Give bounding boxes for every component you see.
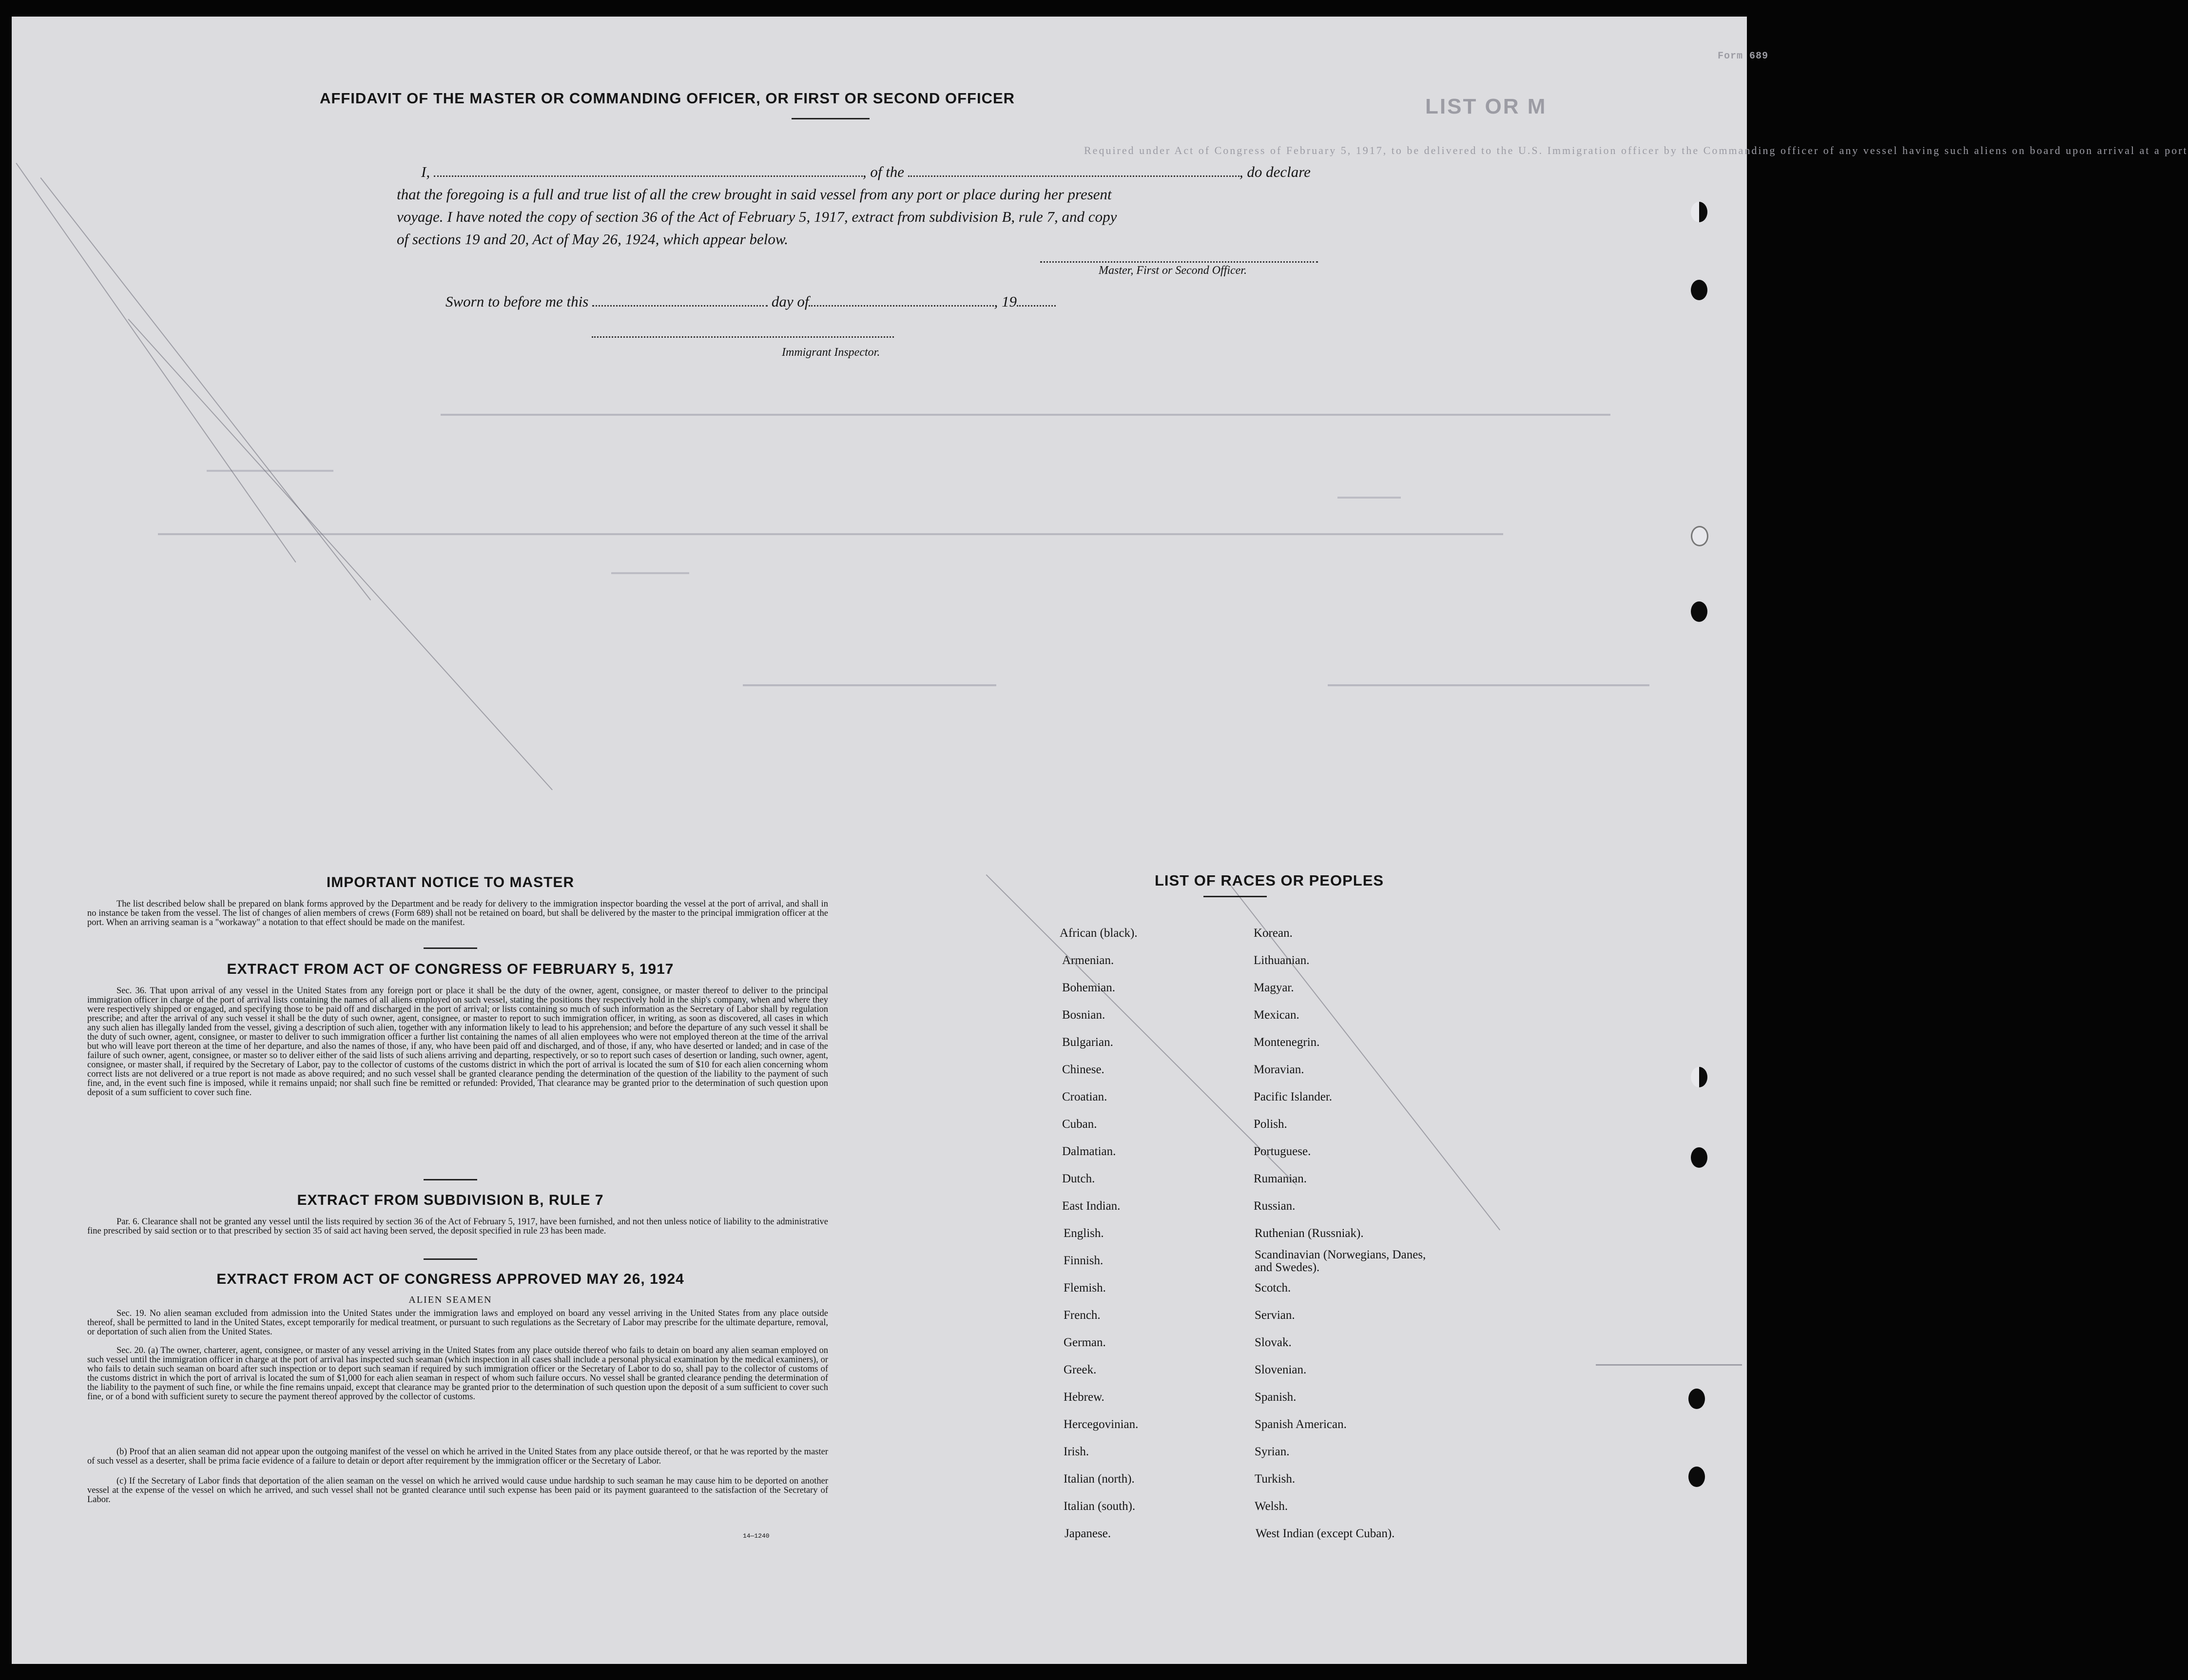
race-item: West Indian (except Cuban). [1256, 1527, 1395, 1540]
declaration-line-2: that the foregoing is a full and true list of all the crew brought in said vessel from any port or place during her present [397, 186, 1112, 203]
sec20c-text: (c) If the Secretary of Labor finds that deportation of the alien seaman on the vessel on which he arrived would cause undue hardship to such seaman he may cause him to be deported on another vessel at the expense of the vessel on which he arrived, and such vessel shall not be granted clearance until such expense has been paid or its payment guaranteed to the satisfaction of the Secretary of Labor. [87, 1476, 828, 1505]
sworn-line [445, 290, 1056, 313]
race-item: Scandinavian (Norwegians, Danes, and Swedes). [1255, 1248, 1426, 1274]
document-page [12, 17, 2188, 1664]
race-item: English. [1064, 1227, 1104, 1240]
inspector-signature-line[interactable] [592, 335, 894, 338]
i-label: I, [421, 163, 430, 180]
rule7-text: Par. 6. Clearance shall not be granted any vessel until the lists required by section 36 of the Act of February 5, 1917, have been furnished, and not then unless notice of liability to the administrative fine prescribed by said section or to that prescribed by section 35 of said act having been served, the deposit specified in rule 23 has been made. [87, 1217, 828, 1236]
race-item: Chinese. [1062, 1063, 1104, 1076]
race-item: German. [1064, 1336, 1106, 1349]
race-item: Italian (north). [1064, 1472, 1135, 1486]
race-item: Polish. [1254, 1118, 1287, 1131]
day-of-label: day of [771, 293, 809, 310]
sworn-month-field[interactable] [809, 293, 994, 307]
officer-name-field[interactable] [434, 164, 863, 177]
sec20b-text: (b) Proof that an alien seaman did not appear upon the outgoing manifest of the vessel on which he arrived in the United States from any place outside thereof, or that he was reported by the master of such vessel as a deserter, shall be prima facie evidence of a failure to detain or deport after requirement by the immigration officer or the Secretary of Labor. [87, 1447, 828, 1466]
rule7-heading: EXTRACT FROM SUBDIVISION B, RULE 7 [297, 1192, 604, 1208]
year-prefix-label: , 19 [994, 293, 1017, 310]
do-declare-label: , do declare [1239, 163, 1311, 180]
race-item: Rumanian. [1254, 1172, 1307, 1185]
notice-text: The list described below shall be prepared on blank forms approved by the Department and be ready for delivery to the immigration inspector boarding the vessel at the port of arrival, and shall in no instance be taken from the vessel. The list of changes of alien members of crews (Form 689) shall not be retained on board, but shall be delivered by the master to the principal immigration officer at the port. When an arriving seaman is a "workaway" a notation to that effect should be made on the manifest. [87, 899, 828, 927]
race-item: Portuguese. [1254, 1145, 1311, 1158]
declaration-line-4: of sections 19 and 20, Act of May 26, 1924, which appear below. [397, 231, 789, 248]
extract-1924-heading: EXTRACT FROM ACT OF CONGRESS APPROVED MAY 26, 1924 [216, 1271, 684, 1287]
race-item: Bosnian. [1062, 1008, 1105, 1022]
race-item: Pacific Islander. [1254, 1090, 1333, 1103]
race-item: Mexican. [1254, 1008, 1299, 1022]
race-item: Scotch. [1255, 1281, 1291, 1294]
sworn-day-field[interactable] [592, 293, 768, 307]
race-item: Croatian. [1062, 1090, 1107, 1103]
race-item: Japanese. [1065, 1527, 1111, 1540]
master-signature-label: Master, First or Second Officer. [1099, 264, 1247, 277]
race-item: Armenian. [1062, 954, 1114, 967]
race-item: Hercegovinian. [1064, 1418, 1139, 1431]
race-item: Flemish. [1064, 1281, 1106, 1294]
race-item: Ruthenian (Russniak). [1255, 1227, 1364, 1240]
title-rule [792, 118, 870, 119]
sec19-text: Sec. 19. No alien seaman excluded from admission into the United States under the immigration laws and employed on board any vessel arriving in the United States from any place outside thereof, shall be permitted to land in the United States, except temporarily for medical treatment, or pursuant to such regulations as the Secretary of Labor may prescribe for the ultimate departure, removal, or deportation of such alien from the United States. [87, 1309, 828, 1337]
race-item: Lithuanian. [1254, 954, 1310, 967]
race-item: Bulgarian. [1062, 1036, 1113, 1049]
race-item: Dalmatian. [1062, 1145, 1116, 1158]
of-the-label: , of the [862, 163, 905, 180]
section-rule [424, 947, 477, 949]
race-item: French. [1064, 1309, 1101, 1322]
section-rule [424, 1179, 477, 1180]
race-item: Turkish. [1255, 1472, 1296, 1486]
race-item: Slovenian. [1255, 1363, 1307, 1376]
bleed-through-form-code: Form 689 [1718, 51, 1769, 62]
race-item: Montenegrin. [1254, 1036, 1320, 1049]
notice-heading: IMPORTANT NOTICE TO MASTER [326, 874, 575, 890]
section-rule [424, 1258, 477, 1260]
race-item: African (black). [1060, 927, 1138, 940]
race-item: Bohemian. [1062, 981, 1116, 994]
race-item: Irish. [1064, 1445, 1089, 1458]
master-signature-line[interactable] [1040, 260, 1318, 263]
declaration-line-3: voyage. I have noted the copy of section 36 of the Act of February 5, 1917, extract from subdivision B, rule 7, and copy [397, 208, 1117, 225]
races-title: LIST OF RACES OR PEOPLES [1154, 872, 1384, 889]
race-item: East Indian. [1062, 1199, 1121, 1213]
affidavit-title: AFFIDAVIT OF THE MASTER OR COMMANDING OFFICER, OR FIRST OR SECOND OFFICER [319, 90, 1015, 107]
race-item: Cuban. [1062, 1118, 1097, 1131]
race-item: Spanish American. [1255, 1418, 1347, 1431]
race-item: Hebrew. [1064, 1390, 1104, 1404]
race-item: Dutch. [1062, 1172, 1095, 1185]
race-item: Slovak. [1255, 1336, 1292, 1349]
bleed-through-subtitle: Required under Act of Congress of February 5, 1917, to be delivered to the U.S. Immigration officer by the Commanding officer of any vessel having such aliens on board upon arrival at a port [1084, 144, 2188, 156]
race-item: Magyar. [1254, 981, 1294, 994]
race-item: Russian. [1254, 1199, 1296, 1213]
bleed-through-title: LIST OR M [1425, 95, 1547, 118]
race-item: Spanish. [1255, 1390, 1297, 1404]
extract-1917-heading: EXTRACT FROM ACT OF CONGRESS OF FEBRUARY 5, 1917 [227, 961, 674, 977]
alien-seamen-subheading: ALIEN SEAMEN [408, 1294, 492, 1305]
declaration-line-1 [421, 161, 1311, 183]
race-item: Greek. [1064, 1363, 1097, 1376]
race-item: Syrian. [1255, 1445, 1290, 1458]
race-item: Servian. [1255, 1309, 1295, 1322]
inspector-signature-label: Immigrant Inspector. [782, 346, 880, 359]
race-item: Korean. [1254, 927, 1293, 940]
sworn-year-field[interactable] [1017, 293, 1056, 307]
race-item: Italian (south). [1064, 1500, 1136, 1513]
race-item: Welsh. [1255, 1500, 1288, 1513]
extract-1917-text: Sec. 36. That upon arrival of any vessel in the United States from any foreign port or place it shall be the duty of the owner, agent, consignee, or master thereof to deliver to the principal immigration officer in charge of the port of arrival lists containing the names of all aliens employed on such vessel, stating the positions they respectively hold in the ship's company, when and where they were respectively shipped or engaged, and specifying those to be paid off and discharged in the port of arrival; or lists containing so much of such information as the Secretary of Labor shall by regulation prescribe; and after the arrival of any such vessel it shall be the duty of such owner, agent, consignee, or master to report to such immigration officer, in writing, as soon as discovered, all cases in which any such alien has illegally landed from the vessel, giving a description of such alien, together with any information likely to lead to his apprehension; and before the departure of any such vessel it shall be the duty of such owner, agent, consignee, or master to deliver to such immigration officer a further list containing the names of all alien employees who were not employed thereon at the time of the arrival but who will leave port thereon at the time of her departure, and also the names of those, if any, who have been paid off and discharged, and of those, if any, who have deserted or landed; and in case of the failure of such owner, agent, consignee, or master so to deliver either of the said lists of such aliens arriving and departing, respectively, or so to report such cases of desertion or landing, such owner, agent, consignee, or master shall, if required by the Secretary of Labor, pay to the collector of customs of the customs district in which the port of arrival is located the sum of $10 for each alien concerning whom correct lists are not delivered or a true report is not made as above required; and no such vessel shall be granted clearance pending the determination of the question of the liability to the payment of such fine, and, in the event such fine is imposed, while it remains unpaid; nor shall such fine be remitted or refunded: Provided, That clearance may be granted prior to the determination of such question upon deposit of a sum sufficient to cover such fine. [87, 986, 828, 1098]
races-title-rule [1203, 896, 1267, 897]
sec20a-text: Sec. 20. (a) The owner, charterer, agent, consignee, or master of any vessel arriving in the United States from any place outside thereof who fails to detain on board any alien seaman employed on such vessel until the immigration officer in charge at the port of arrival has inspected such seaman (which inspection in all cases shall include a personal physical examination by the medical examiners), or who fails to detain such seaman on board after such inspection or to deport such seaman if required by such immigration officer or the Secretary of Labor to do so, shall pay to the collector of customs of the customs district in which the port of arrival is located the sum of $1,000 for each alien seaman in respect of whom such failure occurs. No vessel shall be granted clearance pending the determination of the liability to the payment of such fine, or while the fine remains unpaid, except that clearance may be granted prior to the determination of such question upon the deposit of a sum sufficient to cover such fine, or of a bond with sufficient surety to secure the payment thereof approved by the collector of customs. [87, 1346, 828, 1402]
sworn-label: Sworn to before me this [445, 293, 589, 310]
race-item: Moravian. [1254, 1063, 1304, 1076]
form-code: 14—1240 [743, 1532, 770, 1540]
vessel-name-field[interactable] [908, 164, 1239, 177]
race-item: Finnish. [1064, 1254, 1104, 1267]
